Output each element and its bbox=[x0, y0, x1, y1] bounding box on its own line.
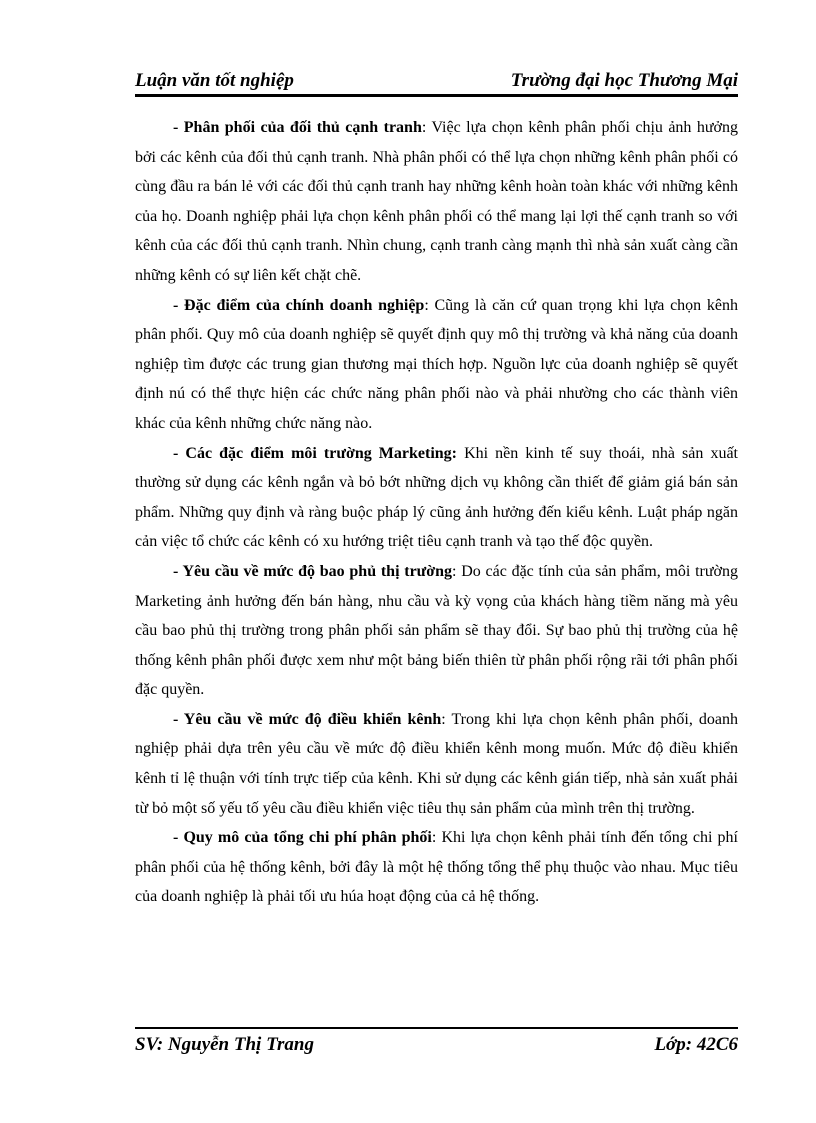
paragraph-competitor-distribution bbox=[135, 113, 738, 291]
header-university-name: Trường đại học Thương Mại bbox=[510, 70, 738, 91]
paragraph-text: : Khi lựa chọn kênh phải tính đến tổng chi phí phân phối của hệ thống kênh, bởi đây là một hệ thống tổng thể phụ thuộc vào nhau. Mục tiêu của doanh nghiệp là phải tối ưu húa hoạt động của cả hệ thống. bbox=[135, 829, 738, 906]
paragraph-market-coverage bbox=[135, 557, 738, 705]
page-footer bbox=[135, 1027, 738, 1059]
paragraph-lead: - Phân phối của đối thủ cạnh tranh bbox=[173, 119, 422, 136]
paragraph-lead: - Các đặc điểm môi trường Marketing: bbox=[173, 444, 457, 462]
document-body bbox=[135, 113, 738, 912]
paragraph-text: : Việc lựa chọn kênh phân phối chịu ảnh hưởng bởi các kênh của đối thủ cạnh tranh. Nhà phân phối có thể lựa chọn những kênh phân phối có cùng đầu ra bán lẻ với các đối thủ cạnh tranh hay những kênh hoàn toàn khác với những kênh của họ. Doanh nghiệp phải lựa chọn kênh phân phối có thể mang lại lợi thế cạnh tranh so với kênh của các đối thủ cạnh tranh. Nhìn chung, cạnh tranh càng mạnh thì nhà sản xuất càng cần những kênh có sự liên kết chặt chẽ. bbox=[135, 119, 739, 284]
paragraph-lead: - Yêu cầu về mức độ bao phủ thị trường bbox=[173, 562, 453, 580]
paragraph-channel-control bbox=[135, 705, 738, 823]
paragraph-text: : Do các đặc tính của sản phẩm, môi trường Marketing ảnh hưởng đến bán hàng, nhu cầu và kỳ vọng của khách hàng tiềm năng mà yêu cầu bao phủ thị trường trong phân phối sản phẩm sẽ thay đổi. Sự bao phủ thị trường của hệ thống kênh phân phối được xem như một bảng biến thiên từ phân phối rộng rãi tới phân phối đặc quyền. bbox=[135, 562, 738, 699]
paragraph-lead: - Quy mô của tổng chi phí phân phối bbox=[173, 829, 432, 847]
footer-student-name: SV: Nguyễn Thị Trang bbox=[135, 1034, 314, 1055]
paragraph-business-characteristics bbox=[135, 291, 738, 439]
paragraph-marketing-environment bbox=[135, 439, 738, 557]
paragraph-lead: - Đặc điểm của chính doanh nghiệp bbox=[173, 296, 425, 314]
paragraph-text: : Trong khi lựa chọn kênh phân phối, doanh nghiệp phải dựa trên yêu cầu về mức độ điều khiển kênh mong muốn. Mức độ điều khiển kênh tỉ lệ thuận với tính trực tiếp của kênh. Khi sử dụng các kênh gián tiếp, nhà sản xuất phải từ bỏ một số yếu tố yêu cầu điều khiển việc tiêu thụ sản phẩm của mình trên thị trường. bbox=[135, 710, 738, 817]
paragraph-distribution-cost bbox=[135, 823, 738, 912]
header-thesis-label: Luận văn tốt nghiệp bbox=[135, 70, 294, 91]
paragraph-text: : Cũng là căn cứ quan trọng khi lựa chọn kênh phân phối. Quy mô của doanh nghiệp sẽ quyết định quy mô thị trường và khả năng của doanh nghiệp tìm được các trung gian thương mại thích hợp. Nguồn lực của doanh nghiệp sẽ quyết định nú có thể thực hiện các chức năng phân phối nào và phải nhường cho các thành viên khác của kênh những chức năng nào. bbox=[135, 296, 739, 432]
paragraph-lead: - Yêu cầu về mức độ điều khiển kênh bbox=[173, 710, 442, 728]
page-header bbox=[135, 68, 738, 97]
footer-class-code: Lớp: 42C6 bbox=[654, 1034, 738, 1055]
paragraph-text: Khi nền kinh tế suy thoái, nhà sản xuất thường sử dụng các kênh ngắn và bỏ bớt những dịch vụ không cần thiết để giảm giá bán sản phẩm. Những quy định và ràng buộc pháp lý cũng ảnh hưởng đến kiểu kênh. Luật pháp ngăn cản việc tổ chức các kênh có xu hướng triệt tiêu cạnh tranh và tạo thế độc quyền. bbox=[135, 444, 738, 551]
